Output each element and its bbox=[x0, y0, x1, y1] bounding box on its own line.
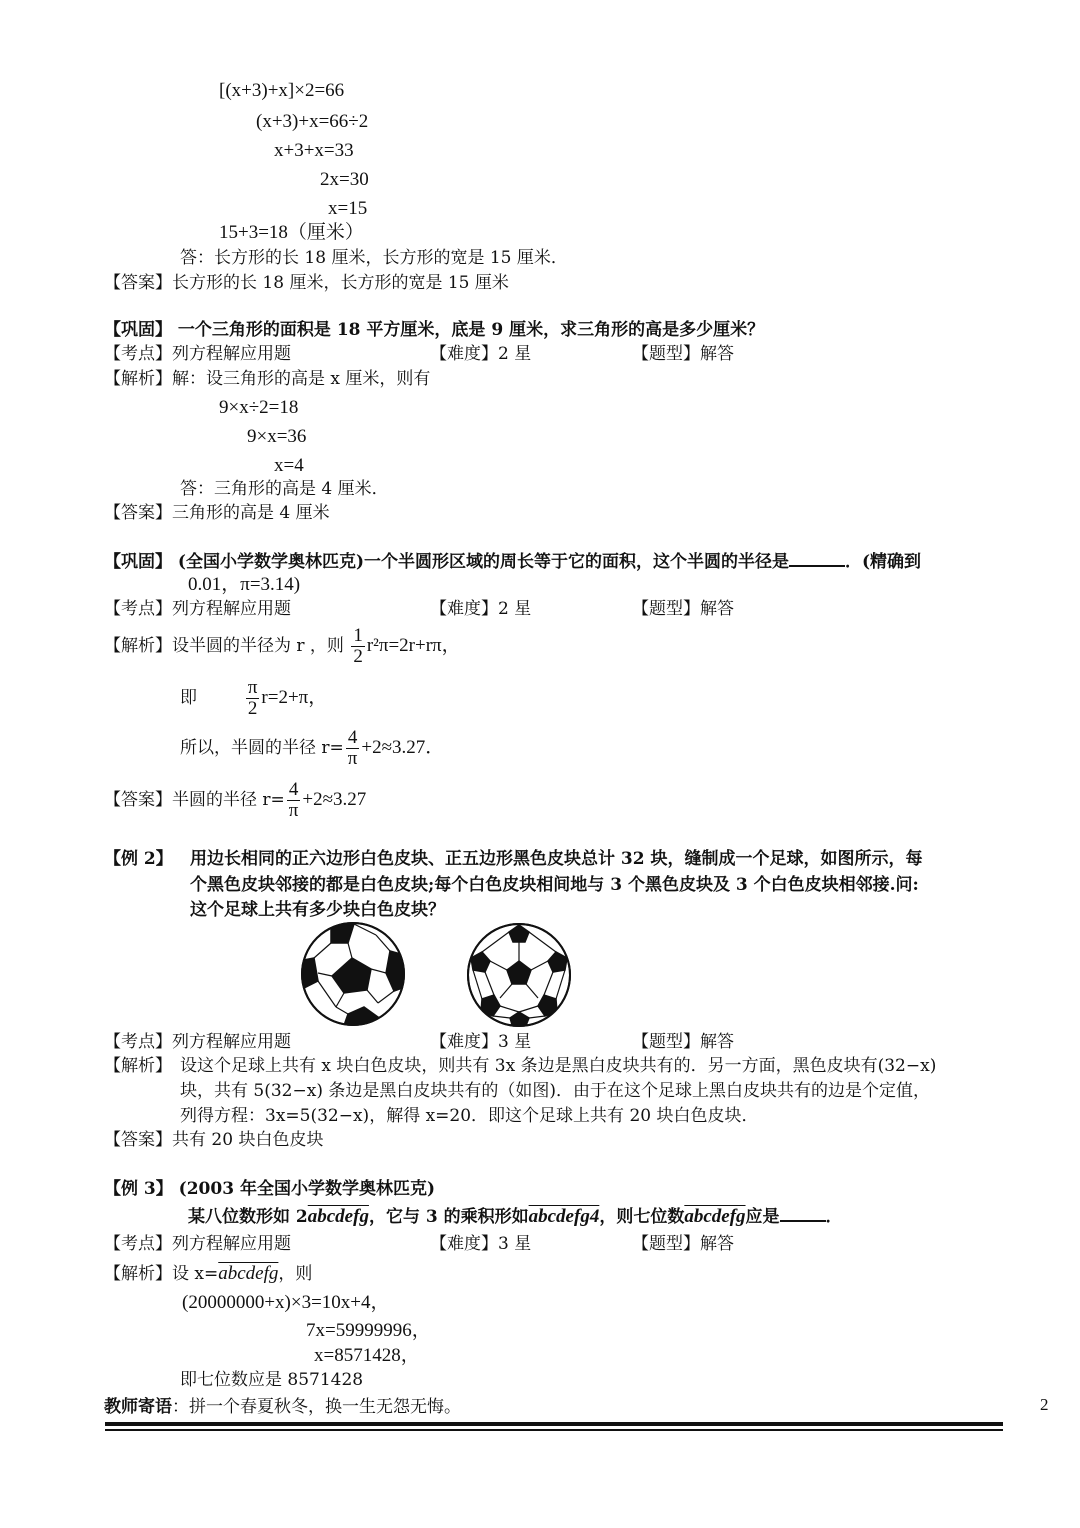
overline-number: abcdefg bbox=[307, 1206, 369, 1227]
teacher-motto bbox=[104, 1396, 461, 1418]
fraction-numerator: 1 bbox=[353, 625, 363, 646]
example3-header bbox=[104, 1178, 435, 1200]
example2-kaodian bbox=[104, 1031, 291, 1053]
equation-text: +2≈3.27． bbox=[361, 737, 445, 758]
analysis-text: 解：设三角形的高是 x 厘米，则有 bbox=[172, 369, 431, 389]
example3-eq-2: 7x=59999996， bbox=[306, 1320, 431, 1341]
answer-text: 三角形的高是 4 厘米 bbox=[172, 503, 330, 523]
question-text: (全国小学数学奥林匹克)一个半圆形区域的周长等于它的面积，这个半圆的半径是 bbox=[177, 552, 790, 572]
consolidate2-answer bbox=[104, 778, 366, 822]
example2-analysis-label: 【解析】 bbox=[104, 1056, 172, 1076]
kaodian-label: 【考点】 bbox=[104, 1234, 172, 1254]
example3-conclusion: 即七位数应是 8571428 bbox=[180, 1370, 364, 1390]
equation-text: r²π=2r+rπ， bbox=[366, 635, 461, 656]
example-label: 【例 3】 bbox=[104, 1179, 173, 1199]
consolidate1-kaodian bbox=[104, 343, 291, 365]
consolidate1-difficulty bbox=[430, 343, 531, 365]
example2-line-3: 这个足球上共有多少块白色皮块？ bbox=[190, 900, 445, 920]
example3-eq-3: x=8571428， bbox=[314, 1345, 420, 1366]
ji-text: 即 bbox=[180, 688, 197, 708]
kaodian-text: 列方程解应用题 bbox=[172, 1234, 291, 1254]
answer-label: 【答案】 bbox=[104, 273, 172, 293]
footer-rule-thick bbox=[105, 1422, 1003, 1426]
equation-text: +2≈3.27 bbox=[302, 789, 367, 810]
overline-number: abcdefg4 bbox=[528, 1206, 600, 1227]
kaodian-text: 列方程解应用题 bbox=[172, 344, 291, 364]
top-eq-1: [(x+3)+x]×2=66 bbox=[219, 80, 345, 101]
answer-blank bbox=[789, 549, 845, 567]
consolidate2-question-line2: 0.01，π=3.14) bbox=[188, 574, 301, 595]
type-text: 解答 bbox=[700, 344, 734, 364]
fraction-four-pi bbox=[346, 728, 360, 769]
equation-text: r=2+π， bbox=[261, 687, 328, 708]
question-text: ，则七位数 bbox=[599, 1207, 685, 1227]
fraction-one-half bbox=[351, 626, 365, 667]
fraction-denominator: 2 bbox=[353, 646, 363, 667]
consolidate1-eq-2: 9×x=36 bbox=[247, 426, 307, 447]
example2-line-2: 个黑色皮块邻接的都是白色皮块;每个白色皮块相间地与 3 个黑色皮块及 3 个白色皮块相邻接.问: bbox=[190, 875, 919, 895]
consolidate2-analysis-3 bbox=[180, 726, 444, 770]
motto-text: ：拼一个春夏秋冬，换一生无怨无悔。 bbox=[172, 1397, 461, 1417]
fraction-pi-half bbox=[246, 678, 260, 719]
analysis-text: 设 x= bbox=[172, 1264, 219, 1284]
type-text: 解答 bbox=[700, 1234, 734, 1254]
consolidate2-type bbox=[632, 598, 734, 620]
difficulty-text: 2 星 bbox=[498, 599, 532, 619]
difficulty-text: 3 星 bbox=[498, 1234, 532, 1254]
difficulty-label: 【难度】 bbox=[430, 1032, 498, 1052]
question-text: 应是 bbox=[745, 1207, 780, 1227]
soccer-ball-image-2 bbox=[463, 922, 575, 1028]
consolidate1-eq-3: x=4 bbox=[274, 455, 304, 476]
suoyi-text: 所以，半圆的半径 r= bbox=[180, 738, 344, 758]
example3-type bbox=[632, 1233, 734, 1255]
top-eq-2: (x+3)+x=66÷2 bbox=[256, 111, 369, 132]
example2-analysis-1: 设这个足球上共有 x 块白色皮块，则共有 3x 条边是黑白皮块共有的．另一方面，黑色皮块有(32−x) bbox=[180, 1056, 937, 1076]
overline-number: abcdefg bbox=[684, 1206, 746, 1227]
kaodian-label: 【考点】 bbox=[104, 344, 172, 364]
consolidate2-analysis-2 bbox=[180, 676, 327, 720]
fraction-numerator: 4 bbox=[287, 780, 301, 801]
top-answer-line: 答：长方形的长 18 厘米，长方形的宽是 15 厘米． bbox=[180, 248, 568, 268]
type-label: 【题型】 bbox=[632, 344, 700, 364]
consolidate1-answer bbox=[104, 502, 330, 524]
example3-kaodian bbox=[104, 1233, 291, 1255]
question-tail: ．(精确到 bbox=[845, 552, 922, 572]
answer-label: 【答案】 bbox=[104, 1130, 172, 1150]
difficulty-label: 【难度】 bbox=[430, 599, 498, 619]
consolidate1-analysis bbox=[104, 368, 430, 390]
soccer-ball-image-1 bbox=[298, 921, 408, 1027]
difficulty-label: 【难度】 bbox=[430, 344, 498, 364]
example2-line-1: 用边长相同的正六边形白色皮块、正五边形黑色皮块总计 32 块，缝制成一个足球，如图所示，每 bbox=[190, 849, 923, 869]
answer-text: 长方形的长 18 厘米，长方形的宽是 15 厘米 bbox=[172, 273, 509, 293]
answer-blank bbox=[780, 1204, 826, 1222]
consolidate-label: 【巩固】 bbox=[104, 320, 172, 340]
question-end: ． bbox=[825, 1207, 843, 1227]
example3-difficulty bbox=[430, 1233, 531, 1255]
page-number: 2 bbox=[1040, 1395, 1049, 1414]
fraction-numerator: π bbox=[247, 677, 258, 698]
kaodian-text: 列方程解应用题 bbox=[172, 1032, 291, 1052]
type-text: 解答 bbox=[700, 1032, 734, 1052]
analysis-label: 【解析】 bbox=[104, 369, 172, 389]
consolidate1-question bbox=[104, 319, 764, 341]
footer-rule-thin bbox=[105, 1429, 1003, 1431]
analysis-text: 设半圆的半径为 r ，则 bbox=[172, 636, 344, 656]
example2-analysis-2: 块，共有 5(32−x) 条边是黑白皮块共有的（如图)．由于在这个足球上黑白皮块共有的边是个定值， bbox=[180, 1081, 930, 1101]
answer-text: 半圆的半径 r= bbox=[172, 790, 285, 810]
example2-answer bbox=[104, 1129, 323, 1151]
overline-number: abcdefg bbox=[218, 1263, 279, 1284]
difficulty-text: 3 星 bbox=[498, 1032, 532, 1052]
consolidate1-type bbox=[632, 343, 734, 365]
kaodian-text: 列方程解应用题 bbox=[172, 599, 291, 619]
top-eq-4: 2x=30 bbox=[320, 169, 369, 190]
top-eq-3: x+3+x=33 bbox=[274, 140, 354, 161]
top-answer bbox=[104, 272, 509, 294]
type-label: 【题型】 bbox=[632, 1234, 700, 1254]
kaodian-label: 【考点】 bbox=[104, 1032, 172, 1052]
example3-eq-1: (20000000+x)×3=10x+4， bbox=[182, 1292, 390, 1313]
consolidate2-difficulty bbox=[430, 598, 531, 620]
answer-label: 【答案】 bbox=[104, 790, 172, 810]
fraction-denominator: π bbox=[347, 748, 358, 769]
fraction-four-pi bbox=[287, 780, 301, 821]
consolidate1-answer-line: 答：三角形的高是 4 厘米． bbox=[180, 479, 389, 499]
motto-label: 教师寄语 bbox=[104, 1397, 172, 1417]
kaodian-label: 【考点】 bbox=[104, 599, 172, 619]
consolidate2-analysis-1 bbox=[104, 624, 461, 668]
fraction-denominator: π bbox=[288, 800, 299, 821]
consolidate2-question bbox=[104, 549, 921, 573]
fraction-numerator: 4 bbox=[346, 728, 360, 749]
example-source: (2003 年全国小学数学奥林匹克) bbox=[178, 1179, 435, 1199]
type-label: 【题型】 bbox=[632, 1032, 700, 1052]
analysis-label: 【解析】 bbox=[104, 636, 172, 656]
analysis-label: 【解析】 bbox=[104, 1264, 172, 1284]
consolidate-label: 【巩固】 bbox=[104, 552, 172, 572]
type-text: 解答 bbox=[700, 599, 734, 619]
difficulty-text: 2 星 bbox=[498, 344, 532, 364]
consolidate2-kaodian bbox=[104, 598, 291, 620]
example3-question bbox=[188, 1204, 843, 1228]
consolidate1-eq-1: 9×x÷2=18 bbox=[219, 397, 299, 418]
fraction-denominator: 2 bbox=[247, 698, 258, 719]
example2-label: 【例 2】 bbox=[104, 849, 173, 869]
example2-difficulty bbox=[430, 1031, 531, 1053]
top-eq-6: 15+3=18（厘米） bbox=[219, 222, 364, 243]
example3-analysis bbox=[104, 1263, 312, 1285]
example2-type bbox=[632, 1031, 734, 1053]
answer-label: 【答案】 bbox=[104, 503, 172, 523]
question-text: 某八位数形如 2 bbox=[188, 1207, 308, 1227]
analysis-text: ，则 bbox=[278, 1264, 313, 1284]
question-text: 一个三角形的面积是 18 平方厘米，底是 9 厘米，求三角形的高是多少厘米？ bbox=[177, 320, 765, 340]
difficulty-label: 【难度】 bbox=[430, 1234, 498, 1254]
question-text: ，它与 3 的乘积形如 bbox=[368, 1207, 529, 1227]
answer-text: 共有 20 块白色皮块 bbox=[172, 1130, 324, 1150]
top-eq-5: x=15 bbox=[328, 198, 368, 219]
type-label: 【题型】 bbox=[632, 599, 700, 619]
example2-analysis-3: 列得方程：3x=5(32−x)，解得 x=20．即这个足球上共有 20 块白色皮块． bbox=[180, 1106, 759, 1126]
